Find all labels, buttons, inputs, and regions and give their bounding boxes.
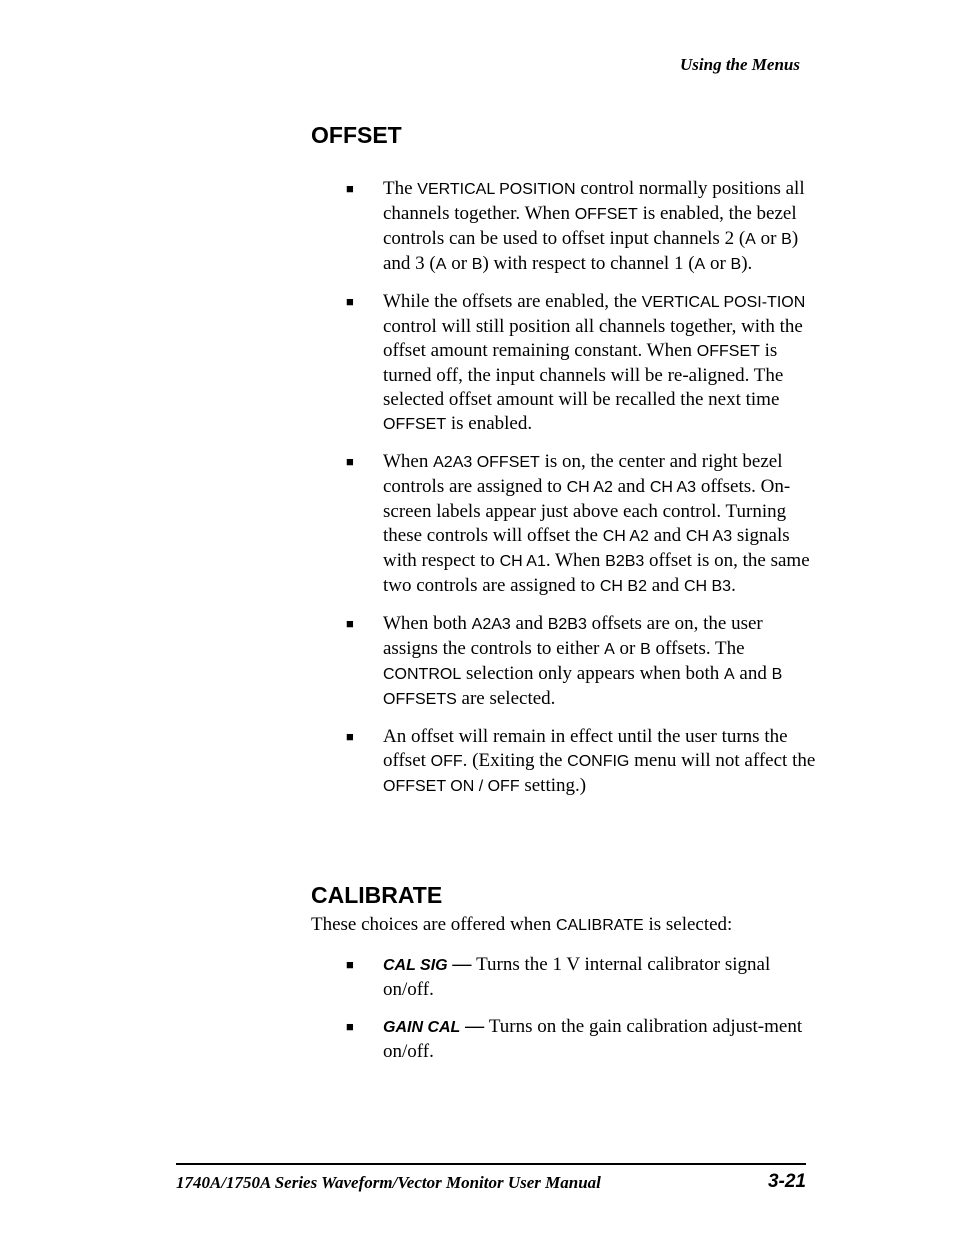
text: ) with respect to channel 1 ( bbox=[482, 253, 695, 274]
text: and bbox=[647, 575, 684, 596]
offset-bullet-1 bbox=[346, 177, 816, 277]
gain-cal-term: GAIN CAL bbox=[383, 1019, 461, 1036]
menu-term: CH A3 bbox=[685, 528, 733, 545]
text: ) and 3 ( bbox=[383, 228, 799, 274]
text: signals with respect to bbox=[383, 525, 790, 571]
text: or bbox=[705, 253, 731, 274]
offset-bullet-3 bbox=[346, 450, 816, 599]
text: offsets. On-screen labels appear just above each control. Turning these controls will offset the bbox=[383, 476, 791, 546]
bullet-square-icon: ■ bbox=[346, 1019, 354, 1034]
offset-bullet-5 bbox=[346, 725, 816, 799]
em-dash: — bbox=[460, 1016, 489, 1037]
calibrate-bullet-cal-sig bbox=[346, 953, 816, 1002]
menu-term: A bbox=[435, 256, 447, 273]
text: . When bbox=[545, 550, 606, 571]
offset-bullet-list bbox=[346, 177, 816, 812]
text: These choices are offered when bbox=[311, 914, 556, 935]
text: setting.) bbox=[519, 775, 587, 796]
menu-term: A bbox=[604, 641, 615, 658]
text: . bbox=[731, 575, 736, 596]
text: and bbox=[648, 525, 686, 546]
text: control normally positions all channels together. When bbox=[383, 178, 805, 224]
text: and bbox=[612, 476, 650, 497]
offset-bullet-4 bbox=[346, 612, 816, 712]
bullet-square-icon: ■ bbox=[346, 294, 354, 309]
em-dash: — bbox=[447, 954, 477, 975]
menu-term: OFFSET bbox=[696, 343, 760, 360]
text: control will still position all channels together, with the offset amount remaining constant. When bbox=[383, 316, 803, 361]
menu-term: OFFSET ON / OFF bbox=[383, 778, 520, 795]
text: is turned off, the input channels will be re-aligned. The selected offset amount will be recalled the next time bbox=[383, 340, 784, 410]
text: is selected: bbox=[643, 914, 733, 935]
bullet-square-icon: ■ bbox=[346, 181, 354, 196]
text: offset is on, the same two controls are assigned to bbox=[383, 550, 810, 596]
text: or bbox=[614, 638, 641, 659]
menu-term: CONTROL bbox=[383, 666, 462, 683]
text: is on, the center and right bezel controls are assigned to bbox=[383, 451, 783, 497]
text: or bbox=[755, 228, 782, 249]
footer-manual-title: 1740A/1750A Series Waveform/Vector Monitor User Manual bbox=[176, 1173, 601, 1192]
menu-term: CH A2 bbox=[602, 528, 649, 545]
menu-term: VERTICAL POSI-TION bbox=[641, 294, 806, 311]
menu-term: VERTICAL POSITION bbox=[417, 181, 576, 198]
menu-term: CH A1 bbox=[499, 553, 546, 570]
calibrate-heading: CALIBRATE bbox=[311, 882, 443, 908]
text: offsets. The bbox=[650, 638, 745, 659]
bullet-square-icon: ■ bbox=[346, 616, 354, 631]
text: and bbox=[510, 613, 548, 634]
calibrate-intro bbox=[311, 913, 811, 938]
menu-term: B bbox=[730, 256, 742, 273]
offset-heading: OFFSET bbox=[311, 122, 402, 148]
cal-sig-term: CAL SIG bbox=[383, 957, 448, 974]
menu-term: CH B2 bbox=[599, 578, 647, 595]
text: or bbox=[446, 253, 472, 274]
menu-term: B2B3 bbox=[547, 616, 587, 633]
footer-rule bbox=[176, 1163, 806, 1165]
menu-term: CH B3 bbox=[683, 578, 732, 595]
calibrate-bullet-gain-cal bbox=[346, 1015, 816, 1064]
menu-term: B OFFSETS bbox=[383, 666, 783, 708]
text: . (Exiting the bbox=[462, 750, 568, 771]
offset-bullet-2 bbox=[346, 290, 816, 437]
running-header: Using the Menus bbox=[680, 55, 800, 74]
text: ). bbox=[741, 253, 753, 274]
text: and bbox=[734, 663, 772, 684]
text: offsets are on, the user assigns the controls to either bbox=[383, 613, 763, 659]
menu-term: OFFSET bbox=[574, 206, 638, 223]
menu-term: CH A3 bbox=[649, 479, 697, 496]
menu-term: OFF bbox=[430, 753, 463, 770]
text: The bbox=[383, 178, 418, 199]
text: selection only appears when both bbox=[461, 663, 724, 684]
text: An offset will remain in effect until the user turns the offset bbox=[383, 726, 788, 771]
text: is enabled. bbox=[446, 413, 533, 434]
bullet-square-icon: ■ bbox=[346, 957, 354, 972]
menu-term: A bbox=[724, 666, 735, 683]
menu-term: B bbox=[640, 641, 651, 658]
text: is enabled, the bezel controls can be used to offset input channels 2 ( bbox=[383, 203, 797, 249]
text: Turns on the gain calibration adjust-ment on/off. bbox=[383, 1016, 803, 1062]
menu-term: A2A3 OFFSET bbox=[433, 454, 540, 471]
menu-term: B2B3 bbox=[605, 553, 645, 570]
page-number: 3-21 bbox=[767, 1171, 806, 1192]
bullet-square-icon: ■ bbox=[346, 454, 354, 469]
calibrate-bullet-list bbox=[346, 953, 816, 1077]
text: Turns the 1 V internal calibrator signal on/off. bbox=[383, 954, 771, 1000]
bullet-square-icon: ■ bbox=[346, 729, 354, 744]
text: menu will not affect the bbox=[629, 750, 816, 771]
menu-term: CALIBRATE bbox=[555, 917, 644, 934]
menu-term: A2A3 bbox=[471, 616, 511, 633]
text: When bbox=[383, 451, 434, 472]
menu-term: B bbox=[471, 256, 483, 273]
menu-term: CH A2 bbox=[566, 479, 613, 496]
text: When both bbox=[383, 613, 472, 634]
text: While the offsets are enabled, the bbox=[383, 291, 642, 312]
menu-term: A bbox=[694, 256, 706, 273]
text: are selected. bbox=[456, 688, 556, 709]
menu-term: B bbox=[781, 231, 792, 248]
menu-term: OFFSET bbox=[383, 416, 447, 433]
menu-term: A bbox=[745, 231, 756, 248]
menu-term: CONFIG bbox=[567, 753, 630, 770]
